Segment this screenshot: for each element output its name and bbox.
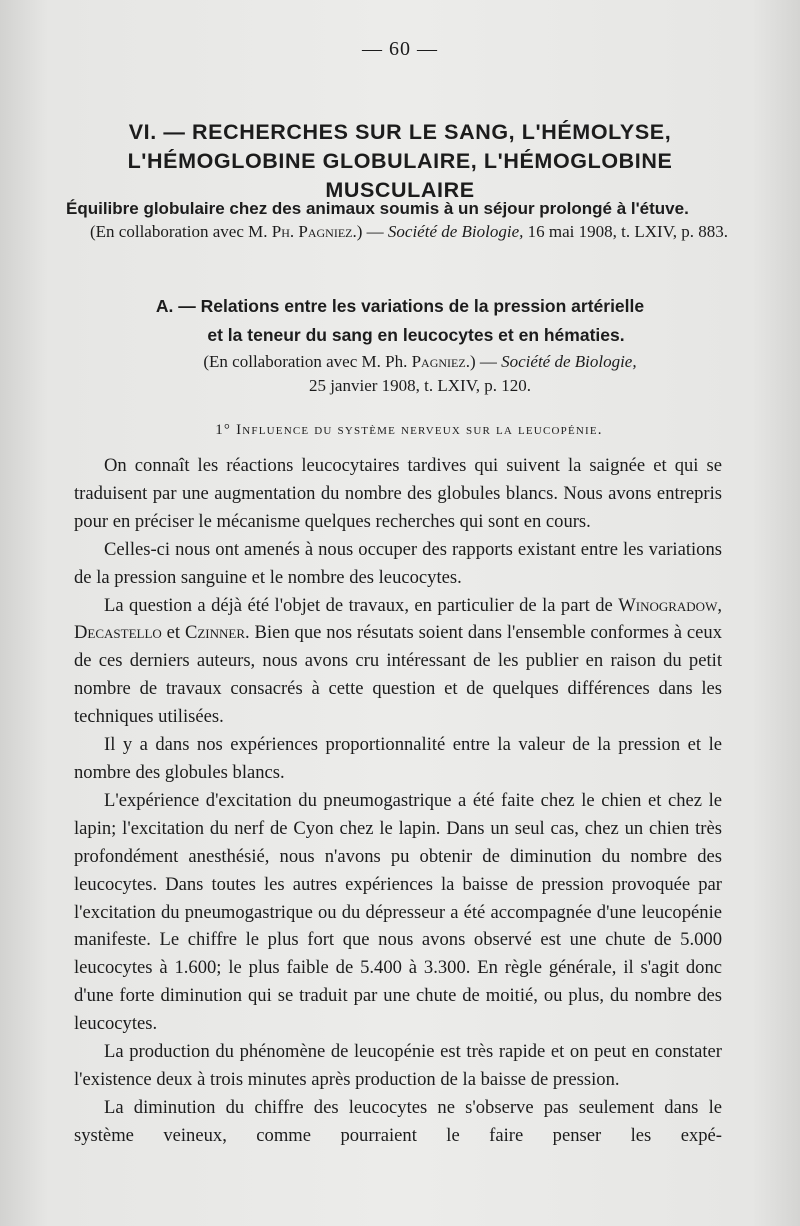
author-names: Winogradow, Decastello: [74, 594, 722, 644]
paragraph: L'expérience d'excitation du pneumogastrique a été faite chez le chien et chez le lapin; l'excitation du nerf de Cyon chez le lapin. Dans un seul cas, chez un chien très profondément anesthésié, nous n'avons pu obtenir de diminution du nombre des leucocytes. Dans toutes les autres expériences la baisse de pression provoquée par l'excitation du pneumogastrique ou du dépresseur a été accompagnée d'une leucopénie manifeste. Le chiffre le plus fort que nous avons observé est une chute de 5.000 leucocytes à 1.600; le plus faible de 5.400 à 3.300. En règle générale, il s'agit donc d'une forte diminution qui se traduit par une chute de moitié, ou plus, du nombre des leucocytes.: [74, 789, 722, 1035]
section-a-ref-mid: .) —: [465, 352, 502, 371]
chapter-title-line-2: L'HÉMOGLOBINE GLOBULAIRE, L'HÉMOGLOBINE MUSCULAIRE: [127, 149, 673, 202]
entry-ref-author: Ph. Pagniez: [271, 222, 353, 241]
section-a-ref-line-1: [110, 350, 730, 374]
section-a-ref-author: Pagniez: [411, 352, 466, 371]
chapter-title-line-1: VI. — RECHERCHES SUR LE SANG, L'HÉMOLYSE,: [128, 120, 672, 144]
paragraph: [74, 592, 722, 732]
section-a-title: [110, 292, 710, 350]
section-a-ref-line-2: 25 janvier 1908, t. LXIV, p. 120.: [308, 376, 532, 395]
section-a-reference: [110, 350, 730, 398]
subheading: 1° Influence du système nerveux sur la leucopénie.: [215, 422, 603, 438]
author-name: Czinner: [184, 622, 246, 644]
section-a-ref-prefix: (En collaboration avec M. Ph.: [203, 352, 412, 371]
paragraph: Il y a dans nos expériences proportionnalité entre la valeur de la pression et le nombre des globules blancs.: [74, 734, 722, 783]
paragraph: La diminution du chiffre des leucocytes ne s'observe pas seulement dans le système veineux, comme pourraient le faire penser les expé-: [74, 1096, 722, 1146]
entry-ref-suffix: 16 mai 1908, t. LXIV, p. 883.: [523, 222, 729, 241]
paragraph: La production du phénomène de leucopénie est très rapide et on peut en constater l'existence deux à trois minutes après production de la baisse de pression.: [74, 1041, 722, 1090]
entry-ref-journal: Société de Biologie,: [387, 222, 524, 241]
chapter-title: [60, 118, 740, 205]
section-a-title-line-2: et la teneur du sang en leucocytes et en hématies.: [207, 325, 625, 345]
entry-ref-prefix: (En collaboration avec M.: [90, 222, 272, 241]
paragraph-text: et: [161, 622, 185, 644]
entry-title: Équilibre globulaire chez des animaux soumis à un séjour prolongé à l'étuve.: [66, 199, 689, 218]
section-a-title-line-1: A. — Relations entre les variations de la pression artérielle: [155, 296, 645, 316]
entry-reference: [90, 220, 730, 244]
body-text: [74, 452, 722, 1150]
paragraph: Celles-ci nous ont amenés à nous occuper des rapports existant entre les variations de la pression sanguine et le nombre des leucocytes.: [74, 538, 722, 588]
paragraph-text: La question a déjà été l'objet de travaux, en particulier de la part de: [104, 594, 619, 616]
entry-ref-mid: .) —: [352, 222, 388, 241]
paragraph-text: . Bien que nos résutats soient dans l'ensemble conformes à ceux de ces derniers auteurs, nous avons cru intéressant de les publier en raison du petit nombre de travaux consacrés à cette question et de quelques différences dans les techniques utilisées.: [74, 622, 722, 728]
paragraph: On connaît les réactions leucocytaires tardives qui suivent la saignée et qui se traduisent par une augmentation du nombre des globules blancs. Nous avons entrepris pour en préciser le mécanisme quelques recherches qui sont en cours.: [74, 455, 722, 532]
page-number: — 60 —: [362, 38, 438, 60]
section-a-ref-journal: Société de Biologie,: [501, 352, 637, 371]
